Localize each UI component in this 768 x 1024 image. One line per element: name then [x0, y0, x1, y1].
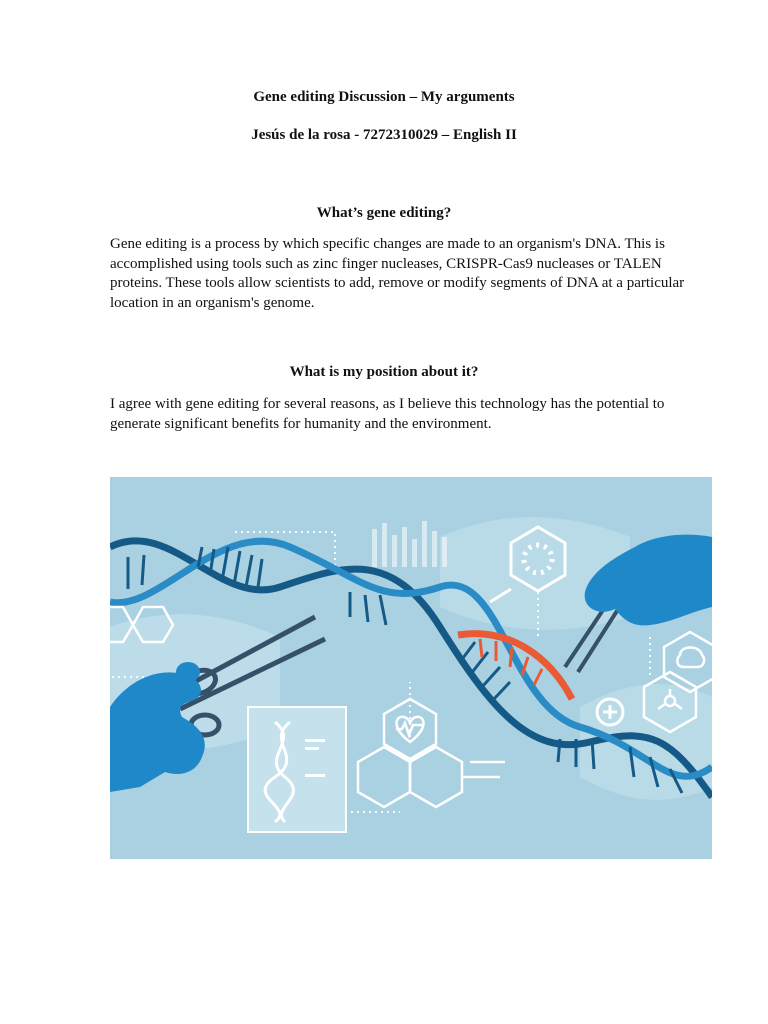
- gene-editing-illustration: [110, 477, 712, 859]
- document-title: Gene editing Discussion – My arguments: [253, 89, 515, 105]
- section-heading-gene-editing: What’s gene editing?: [316, 205, 452, 221]
- section-heading-position: What is my position about it?: [289, 364, 479, 380]
- section-body-position: I agree with gene editing for several reasons, as I believe this technology has the potential to generate significant benefits for humanity and the environment.: [110, 396, 665, 432]
- section-body-gene-editing: Gene editing is a process by which specific changes are made to an organism's DNA. This is accomplished using tools such as zinc finger nucleases, CRISPR-Cas9 nucleases or TALEN proteins. These tools allow scientists to add, remove or modify segments of DNA at a particular location in an organism's genome.: [110, 236, 685, 311]
- author-line: Jesús de la rosa - 7272310029 – English II: [251, 127, 517, 143]
- dna-info-card: [248, 707, 346, 832]
